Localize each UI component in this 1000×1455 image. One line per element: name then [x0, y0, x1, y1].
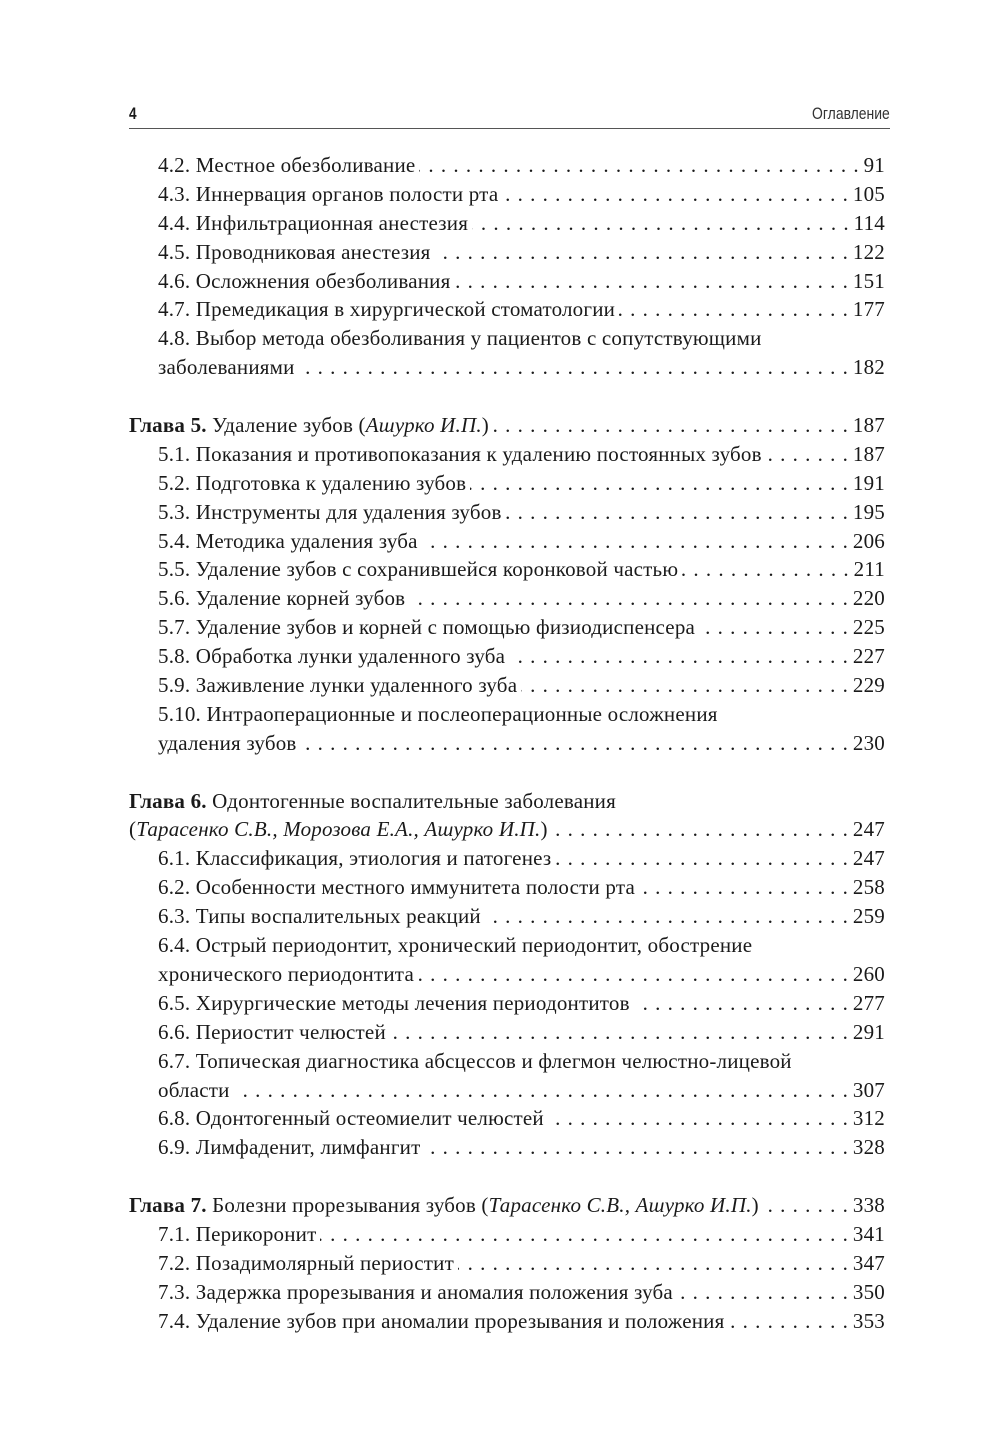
page-ref: 211	[853, 557, 885, 582]
dot-leader	[435, 238, 849, 267]
entry-title: Одонтогенный остеомиелит челюстей	[195, 1106, 544, 1131]
dot-leader	[728, 1307, 848, 1336]
toc-entry-cont	[129, 729, 885, 758]
page-ref: 220	[852, 586, 885, 611]
entry-title-cont: удаления зубов	[158, 730, 297, 755]
entry-number: 6.5.	[158, 990, 191, 1015]
entry-text	[158, 151, 415, 180]
toc-entry	[129, 295, 885, 324]
entry-text	[158, 440, 762, 469]
entry-title-cont: хронического периодонтита	[158, 961, 414, 986]
page-ref: 91	[863, 153, 885, 177]
entry-title: Позадимолярный периостит	[195, 1250, 454, 1275]
entry-title: Методика удаления зуба	[195, 528, 418, 553]
toc-entry	[129, 1133, 885, 1162]
dot-leader	[419, 151, 859, 180]
entry-text	[158, 1104, 544, 1133]
page-ref: 341	[852, 1221, 885, 1246]
entry-title: Удаление зубов при аномалии прорезывания и положения	[195, 1308, 725, 1333]
page-ref: 347	[852, 1250, 885, 1275]
dot-leader	[485, 902, 849, 931]
dot-leader	[677, 1278, 849, 1307]
toc-entry	[129, 613, 885, 642]
entry-title: Удаление зубов с сохранившейся коронковой частью	[195, 557, 679, 582]
toc-entry	[129, 324, 885, 353]
page-ref: 114	[853, 210, 885, 235]
dot-leader	[493, 411, 849, 440]
toc-entry	[129, 209, 885, 238]
entry-text	[158, 555, 678, 584]
page-ref: 229	[852, 673, 885, 698]
page-ref: 191	[852, 470, 885, 495]
dot-leader	[699, 613, 849, 642]
entry-title: Острый периодонтит, хронический периодонтит, обострение	[195, 933, 753, 958]
entry-text	[158, 498, 502, 527]
page-ref: 277	[852, 990, 885, 1015]
chapter-title: Удаление зубов (	[212, 413, 366, 438]
dot-leader	[509, 642, 849, 671]
entry-number: 4.7.	[158, 297, 191, 322]
page-ref: 206	[852, 528, 885, 553]
entry-number: 6.1.	[158, 846, 191, 871]
entry-number: 7.4.	[158, 1308, 191, 1333]
entry-text	[158, 1018, 386, 1047]
entry-number: 6.6.	[158, 1019, 191, 1044]
open-paren: (	[129, 817, 137, 842]
page-ref: 258	[852, 875, 885, 900]
page-ref: 225	[852, 615, 885, 640]
entry-number: 5.3.	[158, 499, 191, 524]
dot-leader	[470, 469, 849, 498]
page-ref: 187	[852, 413, 885, 438]
entry-title: Обработка лунки удаленного зуба	[195, 644, 506, 669]
chapter-title-text	[129, 1191, 759, 1220]
page-ref: 122	[852, 239, 885, 264]
entry-title: Хирургические методы лечения периодонтитов	[195, 990, 630, 1015]
toc-entry	[129, 584, 885, 613]
entry-title: Лимфаденит, лимфангит	[195, 1135, 421, 1160]
entry-text	[158, 584, 405, 613]
page-ref: 177	[852, 297, 885, 322]
chapter-title: Одонтогенные воспалительные заболевания	[212, 788, 616, 813]
entry-text	[158, 902, 481, 931]
toc-entry	[129, 1249, 885, 1278]
entry-number: 5.8.	[158, 644, 191, 669]
toc-entry	[129, 844, 885, 873]
dot-leader	[418, 960, 849, 989]
page-number: 4	[129, 104, 137, 123]
entry-text	[158, 1220, 316, 1249]
toc-entry	[129, 902, 885, 931]
dot-leader	[634, 989, 849, 1018]
chapter-heading	[129, 1191, 885, 1220]
entry-number: 4.6.	[158, 268, 191, 293]
page-ref: 247	[852, 817, 885, 842]
page-header	[129, 104, 890, 129]
toc-entry	[129, 555, 885, 584]
close-paren: )	[481, 413, 489, 438]
dot-leader	[299, 353, 849, 382]
entry-title-cont: области	[158, 1077, 230, 1102]
entry-number: 4.5.	[158, 239, 191, 264]
toc-entry	[129, 498, 885, 527]
entry-number: 4.3.	[158, 181, 191, 206]
chapter-label: Глава 5.	[129, 413, 207, 438]
entry-title: Особенности местного иммунитета полости рта	[195, 875, 635, 900]
chapter-title-text	[129, 411, 489, 440]
page-ref: 353	[852, 1308, 885, 1333]
dot-leader	[619, 295, 849, 324]
entry-number: 5.4.	[158, 528, 191, 553]
entry-title: Проводниковая анестезия	[195, 239, 431, 264]
entry-title: Иннервация органов полости рта	[195, 181, 499, 206]
entry-text	[158, 671, 517, 700]
toc-entry	[129, 151, 885, 180]
entry-text	[158, 1047, 792, 1076]
page-ref: 227	[852, 644, 885, 669]
entry-text	[158, 989, 630, 1018]
entry-text	[158, 1249, 454, 1278]
entry-title: Местное обезболивание	[195, 153, 416, 177]
page-ref: 350	[852, 1279, 885, 1304]
close-paren: )	[751, 1193, 759, 1218]
entry-title: Топическая диагностика абсцессов и флегмон челюстно-лицевой	[195, 1048, 792, 1073]
page-ref: 328	[852, 1135, 885, 1160]
table-of-contents	[129, 151, 885, 1336]
chapter-heading	[129, 787, 885, 816]
chapter-heading	[129, 411, 885, 440]
toc-entry	[129, 1307, 885, 1336]
entry-text	[158, 1307, 724, 1336]
page-ref: 195	[852, 499, 885, 524]
entry-title: Премедикация в хирургической стоматологии	[195, 297, 616, 322]
toc-entry-cont	[129, 960, 885, 989]
entry-title: Задержка прорезывания и аномалия положения зуба	[195, 1279, 673, 1304]
entry-text	[158, 1133, 420, 1162]
dot-leader	[390, 1018, 849, 1047]
entry-text	[158, 642, 505, 671]
entry-number: 5.9.	[158, 673, 191, 698]
toc-entry	[129, 989, 885, 1018]
entry-title: Заживление лунки удаленного зуба	[195, 673, 518, 698]
page-ref: 307	[852, 1077, 885, 1102]
chapter-label: Глава 6.	[129, 788, 207, 813]
page-ref: 105	[852, 181, 885, 206]
dot-leader	[409, 584, 849, 613]
dot-leader	[552, 815, 849, 844]
dot-leader	[763, 1191, 849, 1220]
entry-number: 6.7.	[158, 1048, 191, 1073]
chapter-title-text	[129, 787, 616, 816]
entry-title: Выбор метода обезболивания у пациентов с сопутствующими	[195, 326, 762, 351]
toc-entry	[129, 642, 885, 671]
page-ref: 260	[852, 961, 885, 986]
dot-leader	[422, 527, 849, 556]
dot-leader	[682, 555, 849, 584]
toc-entry	[129, 1220, 885, 1249]
entry-title: Инструменты для удаления зубов	[195, 499, 502, 524]
entry-title-cont: заболеваниями	[158, 355, 295, 380]
toc-entry-cont	[129, 1076, 885, 1105]
chapter-authors: Тарасенко С.В., Морозова Е.А., Ашурко И.П.	[136, 817, 541, 842]
section-gap	[129, 1162, 885, 1191]
toc-entry	[129, 267, 885, 296]
toc-entry	[129, 1104, 885, 1133]
entry-title: Классификация, этиология и патогенез	[195, 846, 552, 871]
entry-title: Показания и противопоказания к удалению постоянных зубов	[195, 441, 762, 466]
toc-entry	[129, 931, 885, 960]
entry-number: 5.10.	[158, 701, 201, 726]
toc-entry	[129, 700, 885, 729]
entry-number: 6.3.	[158, 904, 191, 929]
toc-entry	[129, 527, 885, 556]
dot-leader	[766, 440, 849, 469]
entry-number: 5.1.	[158, 441, 191, 466]
toc-entry	[129, 873, 885, 902]
entry-text	[158, 527, 418, 556]
entry-number: 6.9.	[158, 1135, 191, 1160]
dot-leader	[424, 1133, 848, 1162]
page-ref: 151	[852, 268, 885, 293]
toc-entry	[129, 671, 885, 700]
toc-entry	[129, 1047, 885, 1076]
entry-number: 6.4.	[158, 933, 191, 958]
entry-text	[158, 700, 718, 729]
page-ref: 291	[852, 1019, 885, 1044]
page-ref: 182	[852, 355, 885, 380]
page-ref: 338	[852, 1193, 885, 1218]
entry-title: Инфильтрационная анестезия	[195, 210, 469, 235]
dot-leader	[548, 1104, 849, 1133]
dot-leader	[521, 671, 849, 700]
dot-leader	[320, 1220, 848, 1249]
entry-text	[158, 324, 762, 353]
entry-number: 5.6.	[158, 586, 191, 611]
entry-number: 4.4.	[158, 210, 191, 235]
toc-entry	[129, 469, 885, 498]
close-paren: )	[540, 817, 548, 842]
entry-number: 5.7.	[158, 615, 191, 640]
page-ref: 259	[852, 904, 885, 929]
entry-text	[158, 180, 498, 209]
dot-leader	[639, 873, 849, 902]
entry-title: Подготовка к удалению зубов	[195, 470, 467, 495]
dot-leader	[454, 267, 848, 296]
entry-title: Осложнения обезболивания	[195, 268, 451, 293]
entry-text	[158, 295, 615, 324]
page-ref: 247	[852, 846, 885, 871]
entry-text	[158, 844, 551, 873]
chapter-heading-cont	[129, 815, 885, 844]
entry-number: 5.2.	[158, 470, 191, 495]
chapter-authors: Ашурко И.П.	[365, 413, 482, 438]
dot-leader	[555, 844, 848, 873]
entry-number: 4.8.	[158, 326, 191, 351]
toc-entry-cont	[129, 353, 885, 382]
section-gap	[129, 382, 885, 411]
entry-text	[158, 873, 635, 902]
entry-text	[158, 1278, 673, 1307]
dot-leader	[234, 1076, 849, 1105]
dot-leader	[506, 498, 849, 527]
entry-text	[158, 613, 695, 642]
entry-number: 7.2.	[158, 1250, 191, 1275]
entry-text	[158, 209, 468, 238]
dot-leader	[301, 729, 849, 758]
entry-text	[158, 931, 752, 960]
dot-leader	[472, 209, 850, 238]
page-ref: 312	[852, 1106, 885, 1131]
running-title: Оглавление	[812, 104, 890, 123]
entry-number: 7.3.	[158, 1279, 191, 1304]
entry-title: Удаление зубов и корней с помощью физиодиспенсера	[195, 615, 696, 640]
entry-title: Перикоронит	[195, 1221, 317, 1246]
toc-entry	[129, 440, 885, 469]
entry-title: Типы воспалительных реакций	[195, 904, 481, 929]
page-ref: 230	[852, 730, 885, 755]
entry-number: 6.2.	[158, 875, 191, 900]
section-gap	[129, 758, 885, 787]
entry-text	[158, 469, 466, 498]
entry-title: Интраоперационные и послеоперационные осложнения	[206, 701, 718, 726]
dot-leader	[458, 1249, 849, 1278]
toc-entry	[129, 180, 885, 209]
entry-title: Периостит челюстей	[195, 1019, 386, 1044]
entry-number: 6.8.	[158, 1106, 191, 1131]
chapter-title: Болезни прорезывания зубов (	[212, 1193, 489, 1218]
entry-number: 4.2.	[158, 153, 191, 177]
entry-text	[158, 238, 431, 267]
toc-entry	[129, 1278, 885, 1307]
entry-number: 5.5.	[158, 557, 191, 582]
toc-entry	[129, 238, 885, 267]
entry-text	[158, 267, 450, 296]
dot-leader	[502, 180, 849, 209]
page-ref: 187	[852, 441, 885, 466]
chapter-authors: Тарасенко С.В., Ашурко И.П.	[488, 1193, 752, 1218]
entry-title: Удаление корней зубов	[195, 586, 406, 611]
chapter-label: Глава 7.	[129, 1193, 207, 1218]
chapter-authors-line	[129, 815, 548, 844]
toc-entry	[129, 1018, 885, 1047]
entry-number: 7.1.	[158, 1221, 191, 1246]
